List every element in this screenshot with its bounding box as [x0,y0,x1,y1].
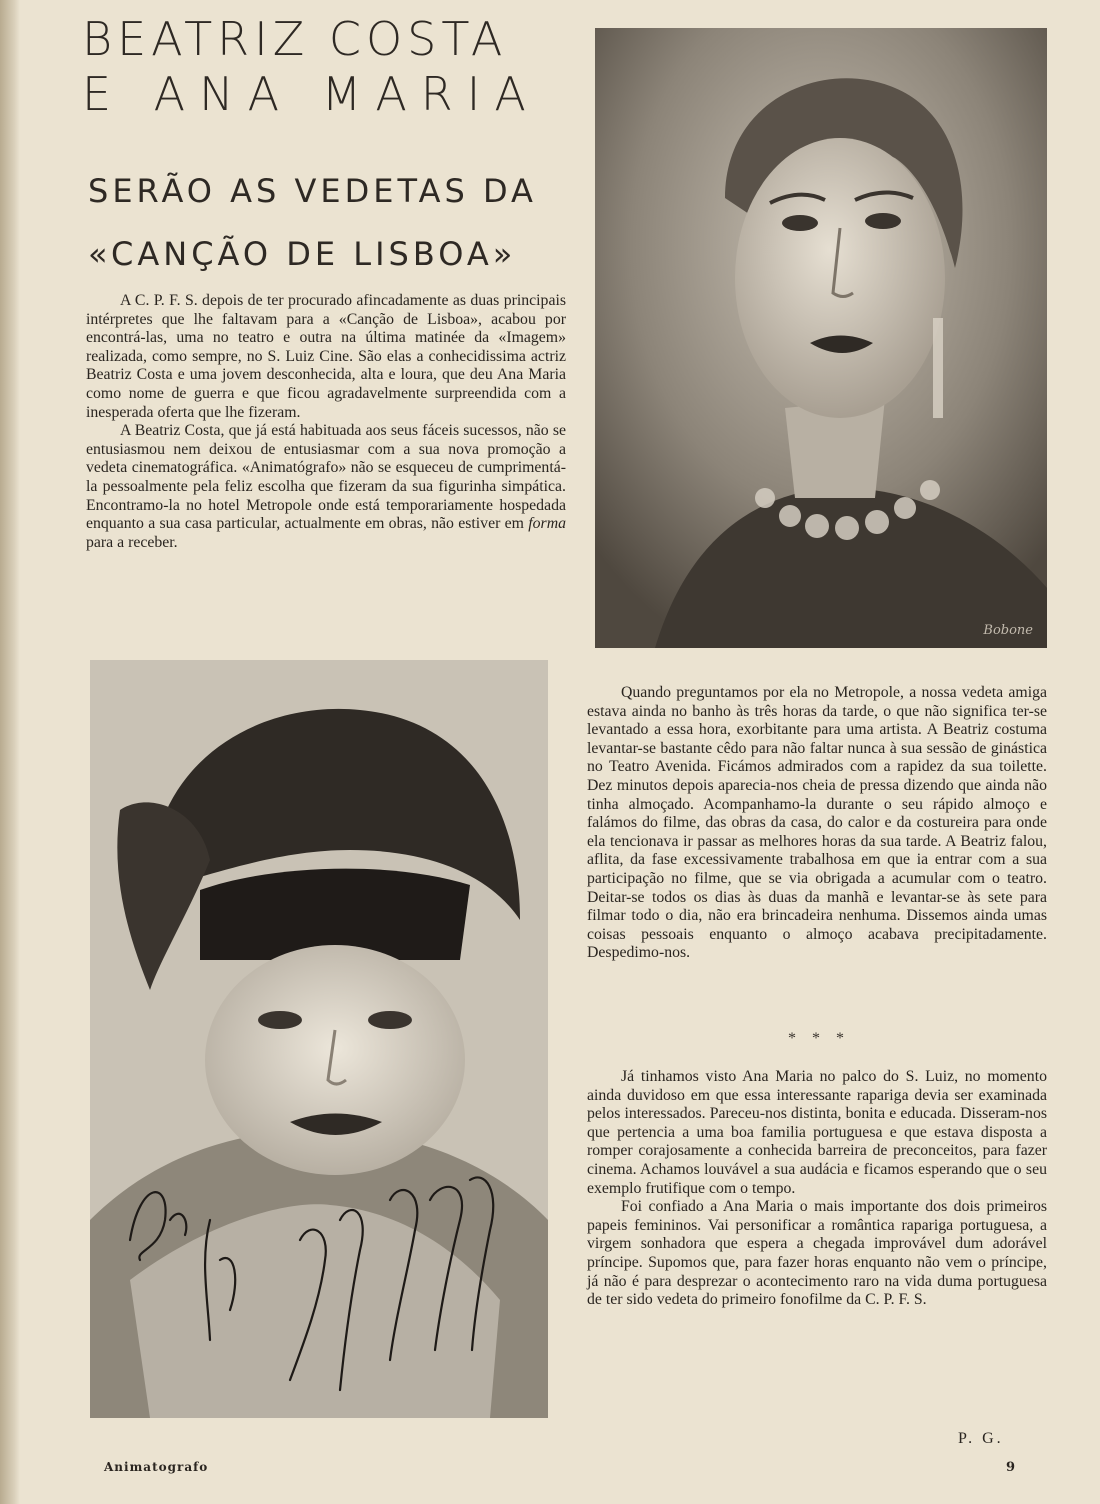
subheadline-line-1: SERÃO AS VEDETAS DA [88,172,537,210]
signed-portrait [90,660,548,1418]
intro-italic-word: forma [528,515,567,533]
headline-line-1: BEATRIZ COSTA [82,12,508,66]
article-headline [82,12,562,122]
author-initials: P. G. [958,1430,1004,1447]
section-separator: * * * [788,1030,850,1047]
footer-page-number: 9 [1006,1460,1016,1475]
intro-paragraph-2 [86,422,566,552]
intro-paragraph-2-text: A Beatriz Costa, que já está habituada aos seus fáceis sucessos, não se entusiasmou nem deixou de entusiasmar com a sua nova promoção a vedeta cinematográfica. «Animatógrafo» não se esqueceu de cumprimentá-la pessoalmente pela feliz escolha que fizeram da sua figurinha simpática. Encontramo-la no hotel Metropole onde está temporariamente hospedada enquanto a sua casa particular, actualmente em obras, não estiver em [86,422,566,533]
right-column-1 [587,684,1047,963]
right-paragraph-2: Já tinhamos visto Ana Maria no palco do S. Luiz, no momento ainda duvidoso em que essa interessante rapariga devia ser examinada pelos interessados. Pareceu-nos distinta, bonita e educada. Disseram-nos que pertencia a uma boa familia portuguesa e que estava disposta a romper corajosamente a conhecida barreira de preconceitos, para fazer cinema. Achamos louvável a sua audácia e ficamos esperando que o seu exemplo frutifique com o tempo. [587,1068,1047,1197]
subheadline-line-2: «CANÇÃO DE LISBOA» [88,235,517,273]
signed-portrait-illustration [90,660,548,1418]
intro-column [86,292,566,552]
photo-credit: Bobone [983,623,1033,638]
right-paragraph-3: Foi confiado a Ana Maria o mais importante dos dois primeiros papeis femininos. Vai personificar a romântica rapariga portuguesa, a virgem sonhadora que espera a chegada improvável dum adorável príncipe. Supomos que, para fazer horas enquanto não vem o príncipe, já não é para desprezar o acontecimento raro na vida duma portuguesa de ter sido vedeta do primeiro fonofilme da C. P. F. S. [587,1198,1047,1309]
right-column-2 [587,1068,1047,1310]
intro-tail: para a receber. [86,533,178,551]
headline-line-2: E ANA MARIA [82,67,540,121]
footer-publication-name: Animatografo [104,1460,209,1474]
intro-paragraph-1: A C. P. F. S. depois de ter procurado afincadamente as duas principais intérpretes que lhe faltavam para a «Canção de Lisboa», acabou por encontrá-las, uma no teatro e outra na última matinée da «Imagem» realizada, como sempre, no S. Luiz Cine. São elas a conhecidissima actriz Beatriz Costa e uma jovem desconhecida, alta e loura, que deu Ana Maria como nome de guerra e que ficou agradavelmente surpreendida com a inesperada oferta que lhe fizeram. [86,292,566,421]
article-subheadline [88,160,568,286]
beatriz-costa-portrait [595,28,1047,648]
portrait-illustration [595,28,1047,648]
right-paragraph-1: Quando preguntamos por ela no Metropole, a nossa vedeta amiga estava ainda no banho às três horas da tarde, o que não significa ter-se levantado a essa hora, exorbitante para uma artista. A Beatriz costuma levantar-se bastante cêdo para não faltar nunca à sua sessão de ginástica no Teatro Avenida. Ficámos admirados com a rapidez da sua toilette. Dez minutos depois aparecia-nos cheia de pressa dizendo que ainda não tinha almoçado. Acompanhamo-la durante o seu rápido almoço e falámos do filme, das obras da casa, do calor e da costureira para onde ela tencionava ir passar as melhores horas da sua tarde. A Beatriz falou, aflita, da fase excessivamente trabalhosa em que ia entrar com a sua participação no filme, que se via obrigada a acumular com o teatro. Deitar-se todos os dias às duas da manhã e levantar-se às sete para filmar todo o dia, não era brincadeira nenhuma. Dissemos ainda umas coisas pessoais enquanto o almoço acabava precipitadamente. Despedimo-nos. [587,684,1047,962]
page-binding-edge [0,0,20,1504]
